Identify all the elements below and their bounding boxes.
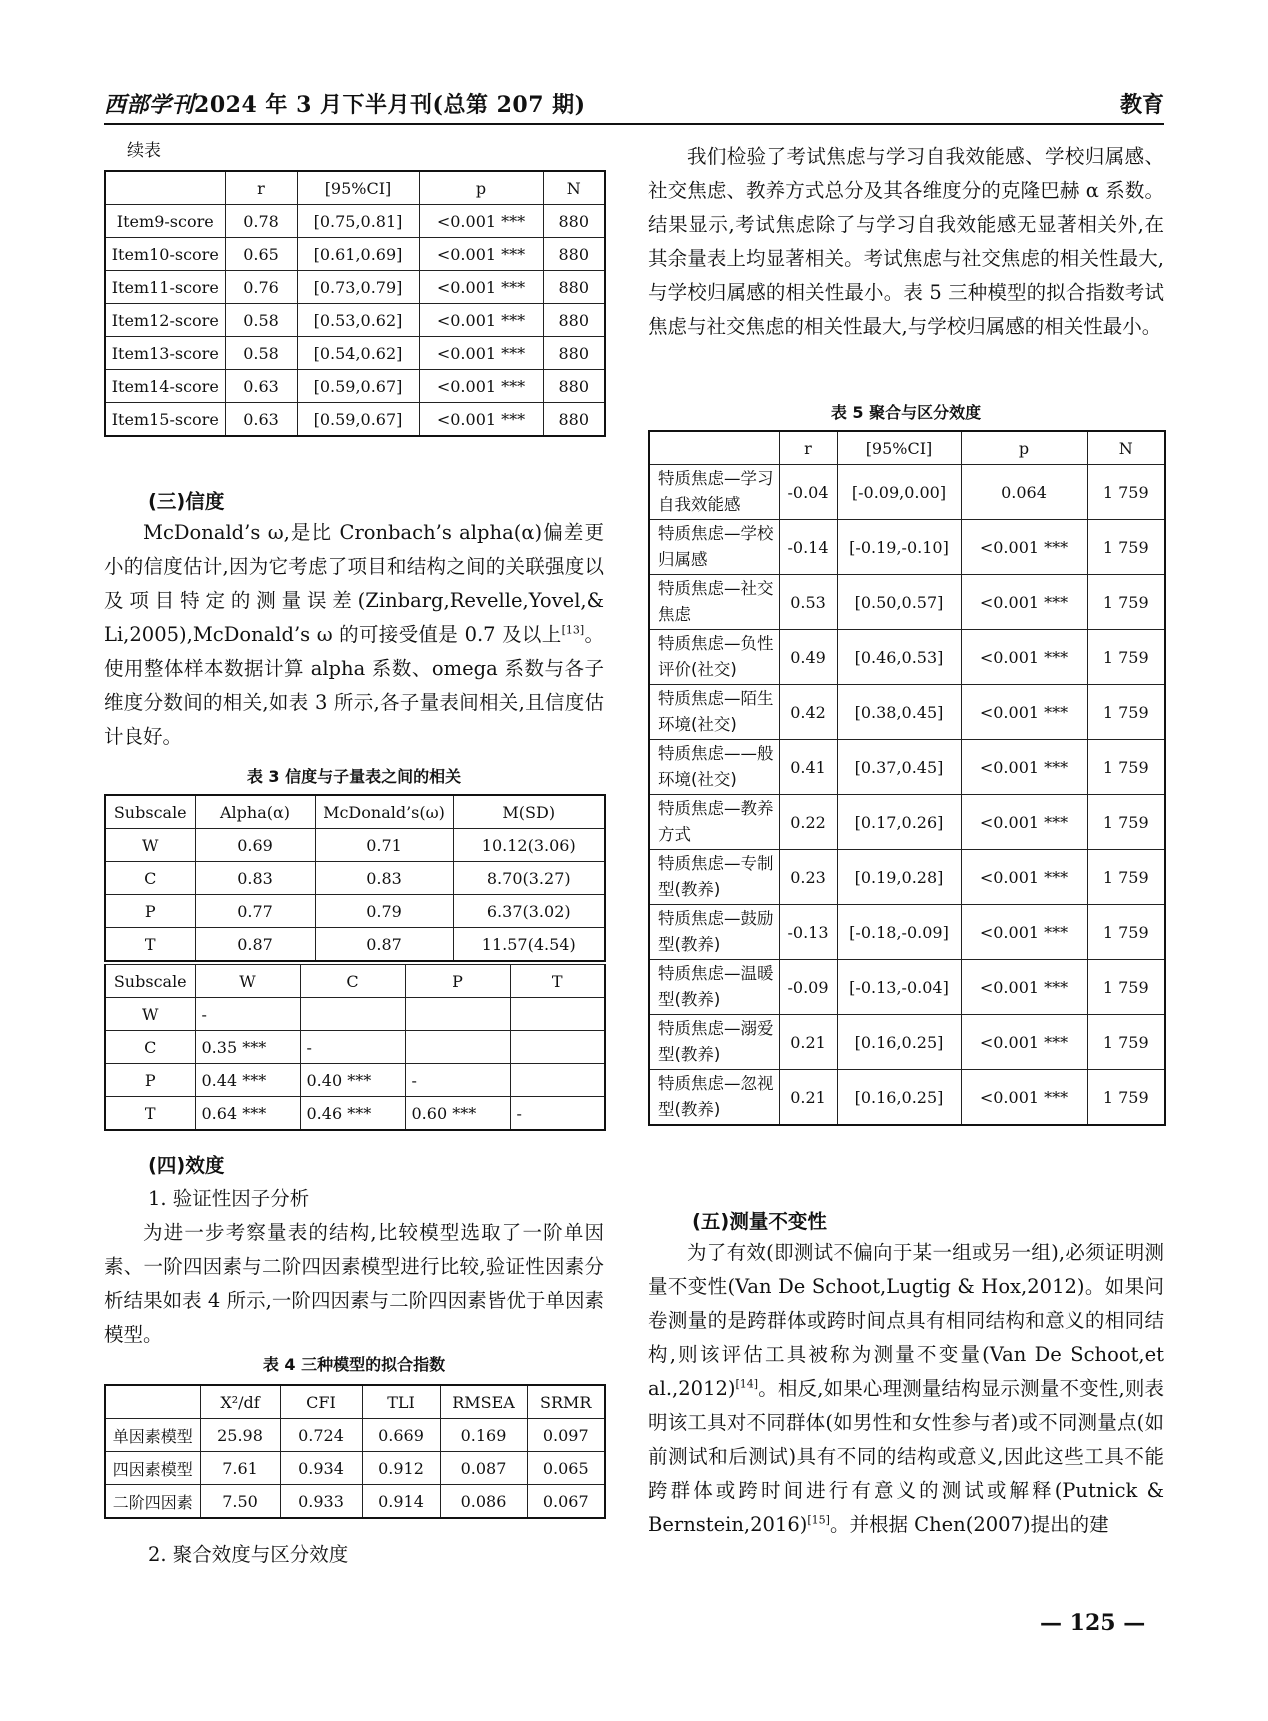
table-cell: 0.53 [779,575,837,630]
table-cell: [0.54,0.62] [297,337,419,370]
column-header: p [419,171,543,205]
table-row [105,304,605,337]
table-cell [510,998,605,1031]
table-cell: <0.001 *** [961,905,1087,960]
running-header [104,88,1164,120]
table-row [105,337,605,370]
table-cell: <0.001 *** [419,337,543,370]
table-row [649,795,1165,850]
invariance-text-3: 。并根据 Chen(2007)提出的建 [829,1513,1109,1536]
table-cell: 0.83 [315,862,453,895]
table-row [649,850,1165,905]
table-cell: 0.669 [362,1419,440,1452]
row-label: 特质焦虑—陌生环境(社交) [649,685,779,740]
table-cell: - [405,1064,510,1097]
column-header: r [225,171,297,205]
table-cell: 1 759 [1087,520,1165,575]
table-cell: 0.21 [779,1070,837,1126]
row-label: P [105,1064,195,1097]
table-cell: 1 759 [1087,465,1165,520]
table-row [105,271,605,304]
table-cell: <0.001 *** [419,370,543,403]
row-label: Item15-score [105,403,225,437]
table-cell: <0.001 *** [961,795,1087,850]
row-label: 四因素模型 [105,1452,200,1485]
column-header: TLI [362,1385,440,1419]
table-row [649,1015,1165,1070]
row-label: 特质焦虑—专制型(教养) [649,850,779,905]
table5-caption: 表 5 聚合与区分效度 [830,403,982,422]
table-cell: 11.57(4.54) [453,928,605,962]
table-cell: 0.169 [440,1419,527,1452]
table-row [105,238,605,271]
table-cell: -0.13 [779,905,837,960]
table-cell: <0.001 *** [419,238,543,271]
subheading-convergent: 2. 聚合效度与区分效度 [148,1543,349,1566]
table-row [649,685,1165,740]
column-header: p [961,431,1087,465]
row-label: 特质焦虑—负性评价(社交) [649,630,779,685]
table-cell: 0.76 [225,271,297,304]
column-header: McDonald’s(ω) [315,795,453,829]
column-header: Subscale [105,965,195,998]
table-cell: 0.65 [225,238,297,271]
invariance-paragraph [648,1236,1164,1542]
table-cell: 7.50 [200,1485,280,1519]
table-row [105,1031,605,1064]
table-cell: [0.17,0.26] [837,795,961,850]
table-cell: 0.83 [195,862,315,895]
citation-13: [13] [561,623,585,637]
table-cell: -0.04 [779,465,837,520]
table-cell: 0.78 [225,205,297,238]
column-header: Subscale [105,795,195,829]
row-label: Item11-score [105,271,225,304]
table-header-row [649,431,1165,465]
table-cell: <0.001 *** [961,685,1087,740]
table-cell: [0.61,0.69] [297,238,419,271]
table-cell: <0.001 *** [961,850,1087,905]
issue-info: 2024 年 3 月下半月刊(总第 207 期) [194,92,586,118]
column-header: [95%CI] [837,431,961,465]
row-label: Item13-score [105,337,225,370]
table-row [649,520,1165,575]
table-row [649,575,1165,630]
table-row [105,895,605,928]
table-cell: 0.934 [280,1452,362,1485]
column-header: N [1087,431,1165,465]
column-header: M(SD) [453,795,605,829]
table-cell: 0.23 [779,850,837,905]
table-cell: 0.79 [315,895,453,928]
table-row [105,1452,605,1485]
table-cell: 0.22 [779,795,837,850]
row-label: T [105,1097,195,1131]
table-cell: [0.46,0.53] [837,630,961,685]
table-cell: <0.001 *** [961,960,1087,1015]
table-cell [405,998,510,1031]
row-label: 特质焦虑—学习自我效能感 [649,465,779,520]
row-label: 单因素模型 [105,1419,200,1452]
table-cell: [0.59,0.67] [297,370,419,403]
table-row [105,370,605,403]
table-cell: [0.73,0.79] [297,271,419,304]
reliability-text: McDonald’s ω,是比 Cronbach’s alpha(α)偏差更小的信度估计,因为它考虑了项目和结构之间的关联强度以及项目特定的测量误差(Zinbarg,Revelle,Yovel,& Li,2005),McDonald’s ω 的可接受值是 0.7 及以上 [104,521,604,646]
table-cell: - [195,998,300,1031]
invariance-text-2: 。相反,如果心理测量结构显示测量不变性,则表明该工具对不同群体(如男性和女性参与者)或不同测量点(如前测试和后测试)具有不同的结构或意义,因此这些工具不能跨群体或跨时间进行有意义的测试或解释(Putnick & Bernstein,2016) [648,1377,1164,1536]
table-header-row [105,1385,605,1419]
column-header: r [779,431,837,465]
table-cell: <0.001 *** [419,403,543,437]
column-header: X²/df [200,1385,280,1419]
table-row [105,403,605,437]
table-cell: [0.59,0.67] [297,403,419,437]
table-cell [510,1064,605,1097]
section-heading-validity: (四)效度 [148,1154,225,1177]
column-header: CFI [280,1385,362,1419]
table-header-row [105,965,605,998]
table-row [105,862,605,895]
row-label: Item12-score [105,304,225,337]
table-cell: 0.914 [362,1485,440,1519]
column-header: Alpha(α) [195,795,315,829]
table-cell: 1 759 [1087,960,1165,1015]
table-cell: 880 [543,238,605,271]
table3-bottom [104,964,606,1131]
table4 [104,1384,606,1519]
table-cell: 0.097 [527,1419,605,1452]
table-row [649,960,1165,1015]
table-cell [300,998,405,1031]
header-rule [104,123,1164,125]
table3-top [104,794,606,962]
table-cell: [-0.09,0.00] [837,465,961,520]
row-label: W [105,998,195,1031]
table-row [105,1064,605,1097]
citation-14: [14] [735,1377,759,1391]
table-header-row [105,171,605,205]
table-cell: 1 759 [1087,740,1165,795]
row-label: C [105,862,195,895]
table-row [649,465,1165,520]
table5 [648,430,1166,1126]
table-cell: 0.724 [280,1419,362,1452]
table-cell: 0.065 [527,1452,605,1485]
table-cell: 880 [543,403,605,437]
table-cell: 0.933 [280,1485,362,1519]
table-cell: 1 759 [1087,1015,1165,1070]
column-header: P [405,965,510,998]
table-cell: 0.63 [225,403,297,437]
row-label: C [105,1031,195,1064]
row-label: T [105,928,195,962]
table-cell: <0.001 *** [961,630,1087,685]
correlation-paragraph: 我们检验了考试焦虑与学习自我效能感、学校归属感、社交焦虑、教养方式总分及其各维度分的克隆巴赫 α 系数。结果显示,考试焦虑除了与学习自我效能感无显著相关外,在其余量表上均显著相关。考试焦虑与社交焦虑的相关性最大,与学校归属感的相关性最小。表 5 三种模型的拟合指数考试焦虑与社交焦虑的相关性最大,与学校归属感的相关性最小。 [648,145,1164,338]
table-cell: 6.37(3.02) [453,895,605,928]
table-cell: 880 [543,370,605,403]
table-cell: -0.14 [779,520,837,575]
table-continued [104,170,606,437]
table-cell: 0.77 [195,895,315,928]
column-header: RMSEA [440,1385,527,1419]
table-row [649,1070,1165,1126]
table-cell: 25.98 [200,1419,280,1452]
row-label: 特质焦虑—鼓励型(教养) [649,905,779,960]
table-cell: 0.21 [779,1015,837,1070]
table-row [105,998,605,1031]
row-label: 特质焦虑—溺爱型(教养) [649,1015,779,1070]
invariance-text-1: 为了有效(即测试不偏向于某一组或另一组),必须证明测量不变性(Van De Schoot,Lugtig & Hox,2012)。如果问卷测量的是跨群体或跨时间点具有相同结构和意义的相同结构,则该评估工具被称为测量不变量(Van De Schoot,et al.,2012) [648,1241,1164,1400]
row-label: 特质焦虑—温暖型(教养) [649,960,779,1015]
table-cell: 0.71 [315,829,453,862]
table-cell: 0.49 [779,630,837,685]
table-cell: 1 759 [1087,905,1165,960]
table-cell: 0.067 [527,1485,605,1519]
table-cell: 880 [543,205,605,238]
table-cell: [0.50,0.57] [837,575,961,630]
table-cell: 0.064 [961,465,1087,520]
table-row [649,740,1165,795]
table-cell: 1 759 [1087,850,1165,905]
table-cell: 0.64 *** [195,1097,300,1131]
table3-caption: 表 3 信度与子量表之间的相关 [246,767,462,786]
table-row [105,1097,605,1131]
table-cell: 0.58 [225,304,297,337]
table-cell: 0.44 *** [195,1064,300,1097]
citation-15: [15] [807,1513,830,1527]
journal-logo: 西部学刊 [104,92,195,118]
table-row [105,928,605,962]
page-number: — 125 — [1040,1610,1146,1636]
table-cell: 0.60 *** [405,1097,510,1131]
table-cell: 1 759 [1087,795,1165,850]
table-cell: [0.16,0.25] [837,1015,961,1070]
table-cell: <0.001 *** [419,304,543,337]
reliability-text-2: 。使用整体样本数据计算 alpha 系数、omega 系数与各子维度分数间的相关,如表 3 所示,各子量表间相关,且信度估计良好。 [104,623,604,748]
table-header-row [105,795,605,829]
table-cell [405,1031,510,1064]
continued-label: 续表 [127,141,161,161]
table-cell: [-0.19,-0.10] [837,520,961,575]
table-row [105,1419,605,1452]
header-left [104,88,586,119]
row-label: P [105,895,195,928]
column-header [105,1385,200,1419]
column-header [105,171,225,205]
row-label: Item9-score [105,205,225,238]
reliability-paragraph [104,516,604,754]
row-label: 特质焦虑—教养方式 [649,795,779,850]
table-cell: 880 [543,337,605,370]
table-cell: 0.087 [440,1452,527,1485]
table-row [649,630,1165,685]
table-cell: [0.75,0.81] [297,205,419,238]
column-header: SRMR [527,1385,605,1419]
table-cell: [0.38,0.45] [837,685,961,740]
row-label: W [105,829,195,862]
table-cell: 0.87 [195,928,315,962]
table-cell: 0.63 [225,370,297,403]
table-cell: 0.69 [195,829,315,862]
table-cell: <0.001 *** [961,520,1087,575]
column-header: N [543,171,605,205]
table-cell: 0.87 [315,928,453,962]
table-cell: 0.35 *** [195,1031,300,1064]
table-cell: [0.16,0.25] [837,1070,961,1126]
table-cell: <0.001 *** [961,575,1087,630]
table-cell: 7.61 [200,1452,280,1485]
table-cell: <0.001 *** [961,1015,1087,1070]
column-header: [95%CI] [297,171,419,205]
table-cell: 1 759 [1087,630,1165,685]
table-cell: 0.086 [440,1485,527,1519]
table-cell: <0.001 *** [419,271,543,304]
table-cell: 8.70(3.27) [453,862,605,895]
row-label: Item10-score [105,238,225,271]
table-cell: [0.53,0.62] [297,304,419,337]
table-cell: 10.12(3.06) [453,829,605,862]
table-cell: 1 759 [1087,685,1165,740]
table-cell: 880 [543,271,605,304]
table4-caption: 表 4 三种模型的拟合指数 [262,1355,446,1374]
row-label: 特质焦虑—忽视型(教养) [649,1070,779,1126]
section-heading-invariance: (五)测量不变性 [692,1210,827,1233]
cfa-paragraph: 为进一步考察量表的结构,比较模型选取了一阶单因素、一阶四因素与二阶四因素模型进行比较,验证性因素分析结果如表 4 所示,一阶四因素与二阶四因素皆优于单因素模型。 [104,1221,604,1346]
row-label: 二阶四因素 [105,1485,200,1519]
table-row [105,1485,605,1519]
table-cell: - [510,1097,605,1131]
row-label: 特质焦虑——般环境(社交) [649,740,779,795]
section-heading-reliability: (三)信度 [148,490,225,513]
row-label: 特质焦虑—社交焦虑 [649,575,779,630]
column-header: C [300,965,405,998]
table-cell: [-0.18,-0.09] [837,905,961,960]
column-header: W [195,965,300,998]
table-cell: <0.001 *** [961,740,1087,795]
column-header [649,431,779,465]
table-row [105,205,605,238]
column-header: T [510,965,605,998]
table-cell: [0.37,0.45] [837,740,961,795]
table-cell: 1 759 [1087,575,1165,630]
table-cell: - [300,1031,405,1064]
table-cell: 0.912 [362,1452,440,1485]
table-cell: [0.19,0.28] [837,850,961,905]
table-cell: 0.46 *** [300,1097,405,1131]
table-cell: 0.41 [779,740,837,795]
subheading-cfa: 1. 验证性因子分析 [148,1187,310,1210]
table-cell: <0.001 *** [961,1070,1087,1126]
table-row [105,829,605,862]
table-cell: 0.40 *** [300,1064,405,1097]
table-cell: 880 [543,304,605,337]
table-cell: 0.58 [225,337,297,370]
table-cell: [-0.13,-0.04] [837,960,961,1015]
table-row [649,905,1165,960]
section-name: 教育 [1119,92,1164,118]
row-label: 特质焦虑—学校归属感 [649,520,779,575]
row-label: Item14-score [105,370,225,403]
table-cell: <0.001 *** [419,205,543,238]
table-cell [510,1031,605,1064]
table-cell: 0.42 [779,685,837,740]
table-cell: -0.09 [779,960,837,1015]
table-cell: 1 759 [1087,1070,1165,1126]
